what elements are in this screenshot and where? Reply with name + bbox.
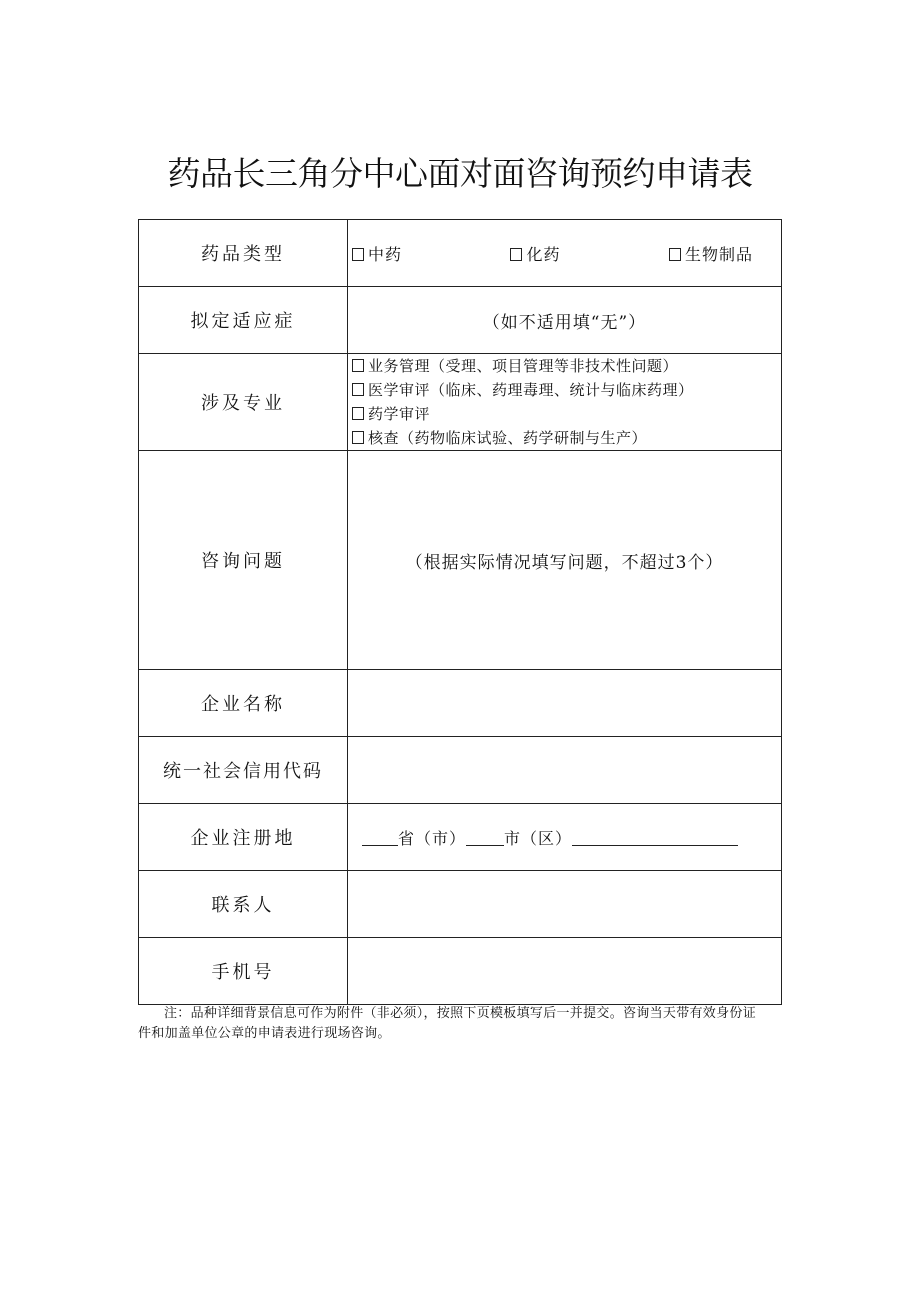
label-indication: 拟定适应症: [139, 287, 348, 354]
indication-hint: （如不适用填“无”）: [482, 312, 647, 333]
row-specialty: [139, 354, 782, 451]
option-label: 中药: [368, 244, 403, 264]
city-blank[interactable]: [466, 831, 504, 846]
page-title: 药品长三角分中心面对面咨询预约申请表: [167, 154, 753, 193]
option-biologic[interactable]: [669, 242, 753, 265]
checkbox-icon[interactable]: [669, 248, 681, 261]
value-question[interactable]: [348, 451, 782, 670]
row-reg-place: [139, 804, 782, 871]
checkbox-icon[interactable]: [352, 248, 364, 261]
row-credit-code: [139, 737, 782, 804]
option-label: 生物制品: [684, 244, 753, 264]
option-business-management[interactable]: [352, 354, 781, 378]
option-label: 药学审评: [368, 405, 431, 423]
label-drug-type: 药品类型: [139, 220, 348, 287]
address-blank[interactable]: [572, 831, 738, 846]
label-phone: 手机号: [139, 938, 348, 1005]
footnote: 注：品种详细背景信息可作为附件（非必须），按照下页模板填写后一并提交。咨询当天带有效身份证件和加盖单位公章的申请表进行现场咨询。: [138, 1006, 757, 1041]
credit-code-field[interactable]: [348, 737, 782, 804]
option-chemical[interactable]: [510, 242, 560, 265]
label-company: 企业名称: [139, 670, 348, 737]
row-contact: [139, 871, 782, 938]
checkbox-icon[interactable]: [510, 248, 522, 261]
value-drug-type: [348, 220, 782, 287]
value-indication[interactable]: [348, 287, 782, 354]
city-label: 市（区）: [504, 828, 573, 848]
row-company: [139, 670, 782, 737]
company-field[interactable]: [348, 670, 782, 737]
label-question: 咨询问题: [139, 451, 348, 670]
option-label: 化药: [526, 244, 561, 264]
row-drug-type: [139, 220, 782, 287]
option-medical-review[interactable]: [352, 378, 781, 402]
option-label: 核查（药物临床试验、药学研制与生产）: [368, 429, 648, 447]
question-hint: （根据实际情况填写问题，不超过3个）: [405, 552, 724, 573]
province-blank[interactable]: [362, 831, 398, 846]
option-pharmacy-review[interactable]: [352, 402, 781, 426]
label-contact: 联系人: [139, 871, 348, 938]
checkbox-icon[interactable]: [352, 359, 364, 372]
option-label: 业务管理（受理、项目管理等非技术性问题）: [368, 357, 679, 375]
option-inspection[interactable]: [352, 426, 781, 450]
checkbox-icon[interactable]: [352, 383, 364, 396]
row-indication: [139, 287, 782, 354]
label-reg-place: 企业注册地: [139, 804, 348, 871]
application-form: [138, 219, 782, 1005]
contact-field[interactable]: [348, 871, 782, 938]
label-credit-code: 统一社会信用代码: [139, 737, 348, 804]
checkbox-icon[interactable]: [352, 431, 364, 444]
row-question: [139, 451, 782, 670]
value-reg-place: [348, 804, 782, 871]
phone-field[interactable]: [348, 938, 782, 1005]
province-label: 省（市）: [398, 828, 467, 848]
option-tcm[interactable]: [352, 242, 402, 265]
row-phone: [139, 938, 782, 1005]
option-label: 医学审评（临床、药理毒理、统计与临床药理）: [368, 381, 694, 399]
label-specialty: 涉及专业: [139, 354, 348, 451]
checkbox-icon[interactable]: [352, 407, 364, 420]
value-specialty: [348, 354, 782, 451]
